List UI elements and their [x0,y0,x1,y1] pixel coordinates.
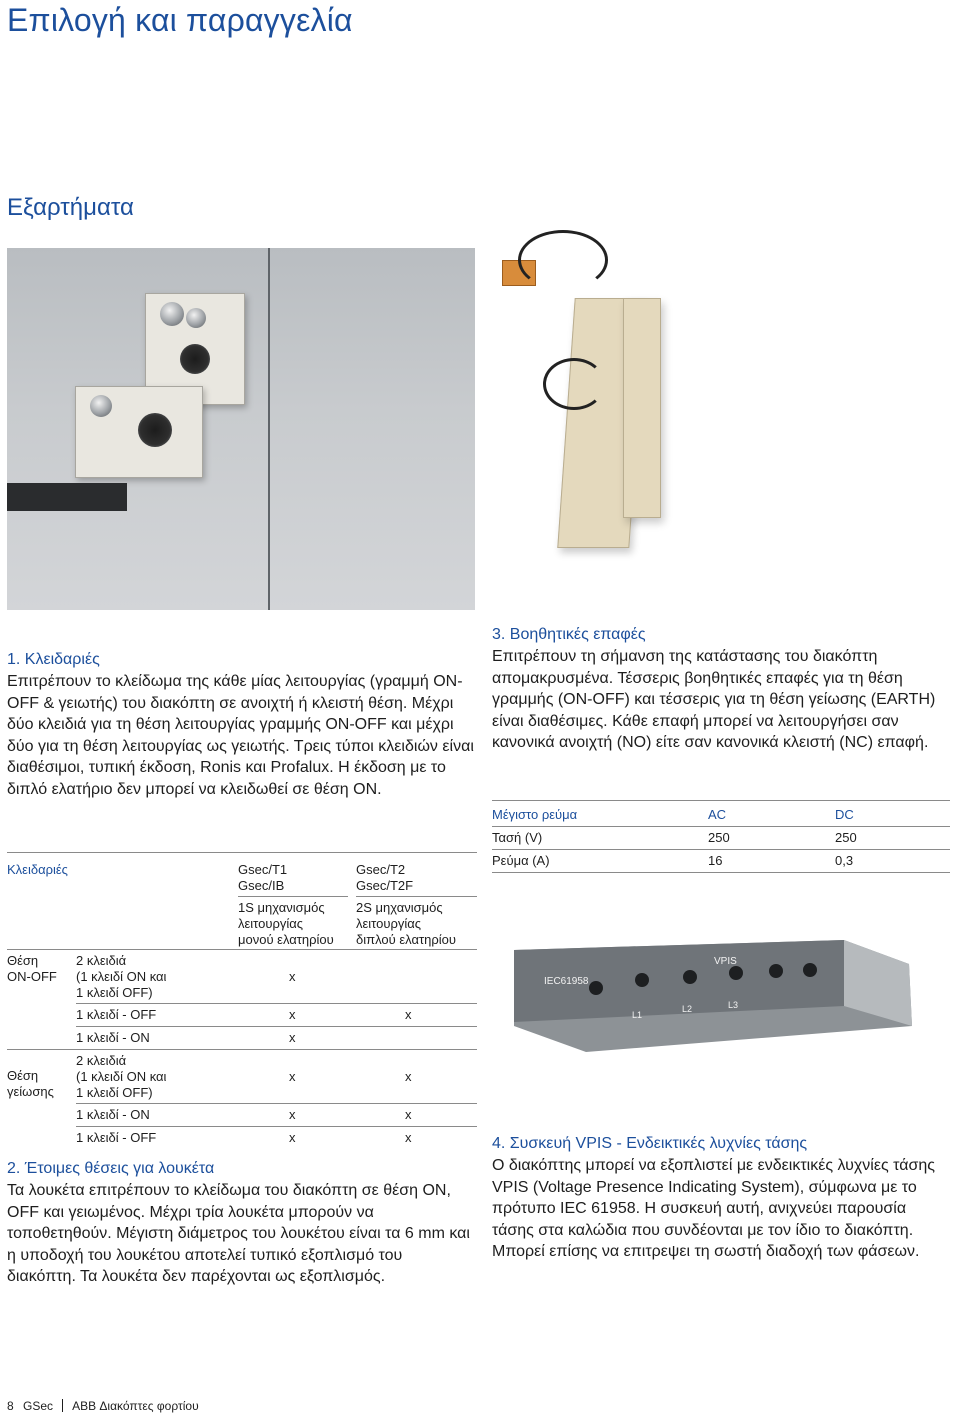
vpis-brand-label: VPIS [714,956,737,967]
upper-key-knob [160,302,184,326]
lock-row-3-col1: x [289,1030,296,1045]
vpis-heading: 4. Συσκευή VPIS - Ενδεικτικές λυχνίες τάσης [492,1135,808,1152]
lock-row-6-label: 1 κλειδί - OFF [76,1130,157,1145]
current-table-header-dc: DC [835,807,854,822]
current-table-header-label: Μέγιστο ρεύμα [492,807,578,822]
current-row-2-ac: 16 [708,853,723,868]
current-table [492,800,950,880]
vpis-l1-label: L1 [632,1010,643,1020]
lock-table-col2-mech-3: διπλού ελατηρίου [356,932,456,947]
lock-row-2-col1: x [289,1007,296,1022]
vpis-l3-label: L3 [728,1000,739,1010]
lock-row-5-col2: x [405,1107,412,1122]
vpis-device-photo [514,940,924,1055]
footer-separator [62,1399,63,1412]
footer-document: ABB Διακόπτες φορτίου [72,1399,199,1413]
vpis-paragraph: Ο διακόπτης μπορεί να εξοπλιστεί με ενδεικτικές λυχνίες τάσης VPIS (Voltage Presence Indicating System), σύμφωνα με το πρότυπο IEC 61958. Η συσκευή αυτή, ανιχνεύει παρουσία τάσης στα καλώδια που συνδέονται με τον ίδιο το διακόπτη. Μπορεί επίσης να επιτρεψει τη σωστή διαδοχή των φάσεων. [492,1157,935,1260]
padlocks-paragraph: Τα λουκέτα επιτρέπουν το κλείδωμα του διακόπτη σε θέση ON, OFF και γειωμένος. Μέχρι τρία λουκέτα μπορούν να τοποθετηθούν. Μέγιστη διάμετρος του λουκέτου είναι τα 6 mm και η υποδοχή του λουκέτου αποτελεί τυπικό εξοπλισμό του διακόπτη. Τα λουκέτα δεν παρέχονται ως εξοπλισμός. [7,1182,470,1285]
lock-row-6-col2: x [405,1130,412,1145]
group-earth-label: Θέση γείωσης [7,1068,54,1099]
lock-row-4-label: 2 κλειδιά (1 κλειδί ON και 1 κλειδί OFF) [76,1053,167,1100]
padlock-slot-strip [7,483,127,511]
current-row-1-label: Τασή (V) [492,830,543,845]
locks-heading: 1. Κλειδαριές [7,651,100,668]
lock-panel-photo [7,248,475,610]
page-footer [7,1399,199,1413]
aux-bracket-side [623,298,661,518]
padlocks-heading: 2. Έτοιμες θέσεις για λουκέτα [7,1160,215,1177]
vpis-l2-label: L2 [682,1004,693,1014]
lock-row-1-col1: x [289,969,296,984]
lock-table-col2-mech-1: 2S μηχανισμός [356,900,443,915]
page-title: Επιλογή και παραγγελία [7,2,353,38]
lock-row-4-col1: x [289,1069,296,1084]
current-row-1-dc: 250 [835,830,857,845]
lower-key-knob [90,395,112,417]
lock-table [7,852,477,1148]
current-row-2-dc: 0,3 [835,853,854,868]
lock-table-col2-model-2: Gsec/T2F [356,878,414,893]
aux-wire-loop [543,358,605,410]
lock-row-2-label: 1 κλειδί - OFF [76,1007,157,1022]
lock-row-4-col2: x [405,1069,412,1084]
group-onoff-label: Θέση ON-OFF [7,953,57,984]
aux-wire-bundle [518,230,608,290]
locks-paragraph: Επιτρέπουν το κλείδωμα της κάθε μίας λειτουργίας (γραμμή ON-OFF & γειωτής) του διακόπτη σε ανοιχτή ή κλειστή θέση. Μέχρι δύο κλειδιά για τη θέση λειτουργίας γραμμής ON-OFF και μέχρι δύο για τη θέση λειτουργίας ως γειωτής. Τρεις τύποι κλειδιών είναι διαθέσιμοι, τυπική έκδοση, Ronis και Profalux. Η έκδοση με το διπλό ελατήριο δεν μπορεί να κλειδωθεί σε θέση ON. [7,673,474,798]
aux-contacts-heading: 3. Βοηθητικές επαφές [492,626,646,643]
lock-table-col1-mech-1: 1S μηχανισμός [238,900,325,915]
upper-key-knob-2 [186,308,206,328]
lock-table-col2-mech-2: λειτουργίας [356,916,422,931]
lock-row-5-label: 1 κλειδί - ON [76,1107,150,1122]
vpis-standard-label: IEC61958 [544,976,589,987]
panel-divider-line [268,248,270,610]
section-title: Εξαρτήματα [7,194,134,221]
lock-row-5-col1: x [289,1107,296,1122]
lower-keyhole [138,413,172,447]
footer-page-number: 8 [7,1399,14,1413]
lock-table-col1-model-2: Gsec/IB [238,878,285,893]
lock-table-col1-model-1: Gsec/T1 [238,862,288,877]
aux-contacts-photo [488,230,808,560]
lock-table-col2-model-1: Gsec/T2 [356,862,406,877]
lower-lock-plate [75,386,203,478]
lock-row-2-col2: x [405,1007,412,1022]
upper-keyhole [180,344,210,374]
current-row-2-label: Ρεύμα (A) [492,853,550,868]
current-row-1-ac: 250 [708,830,730,845]
lock-row-6-col1: x [289,1130,296,1145]
footer-product: GSec [23,1399,54,1413]
lock-row-1-label: 2 κλειδιά (1 κλειδί ON και 1 κλειδί OFF) [76,953,167,1000]
lock-table-col1-mech-3: μονού ελατηρίου [238,932,334,947]
lock-table-header: Κλειδαριές [7,862,68,877]
current-table-header-ac: AC [708,807,727,822]
lock-table-col1-mech-2: λειτουργίας [238,916,304,931]
aux-contacts-paragraph: Επιτρέπουν τη σήμανση της κατάστασης του διακόπτη απομακρυσμένα. Τέσσερις βοηθητικές επαφές για τη θέση γραμμής (ON-OFF) και τέσσερις για τη θέση γείωσης (EARTH) είναι διαθέσιμες. Κάθε επαφή μπορεί να λειτουργήσει σαν κανονικά ανοιχτή (NO) είτε σαν κανονικά κλειστή (NC) επαφή. [492,648,936,751]
lock-row-3-label: 1 κλειδί - ON [76,1030,150,1045]
